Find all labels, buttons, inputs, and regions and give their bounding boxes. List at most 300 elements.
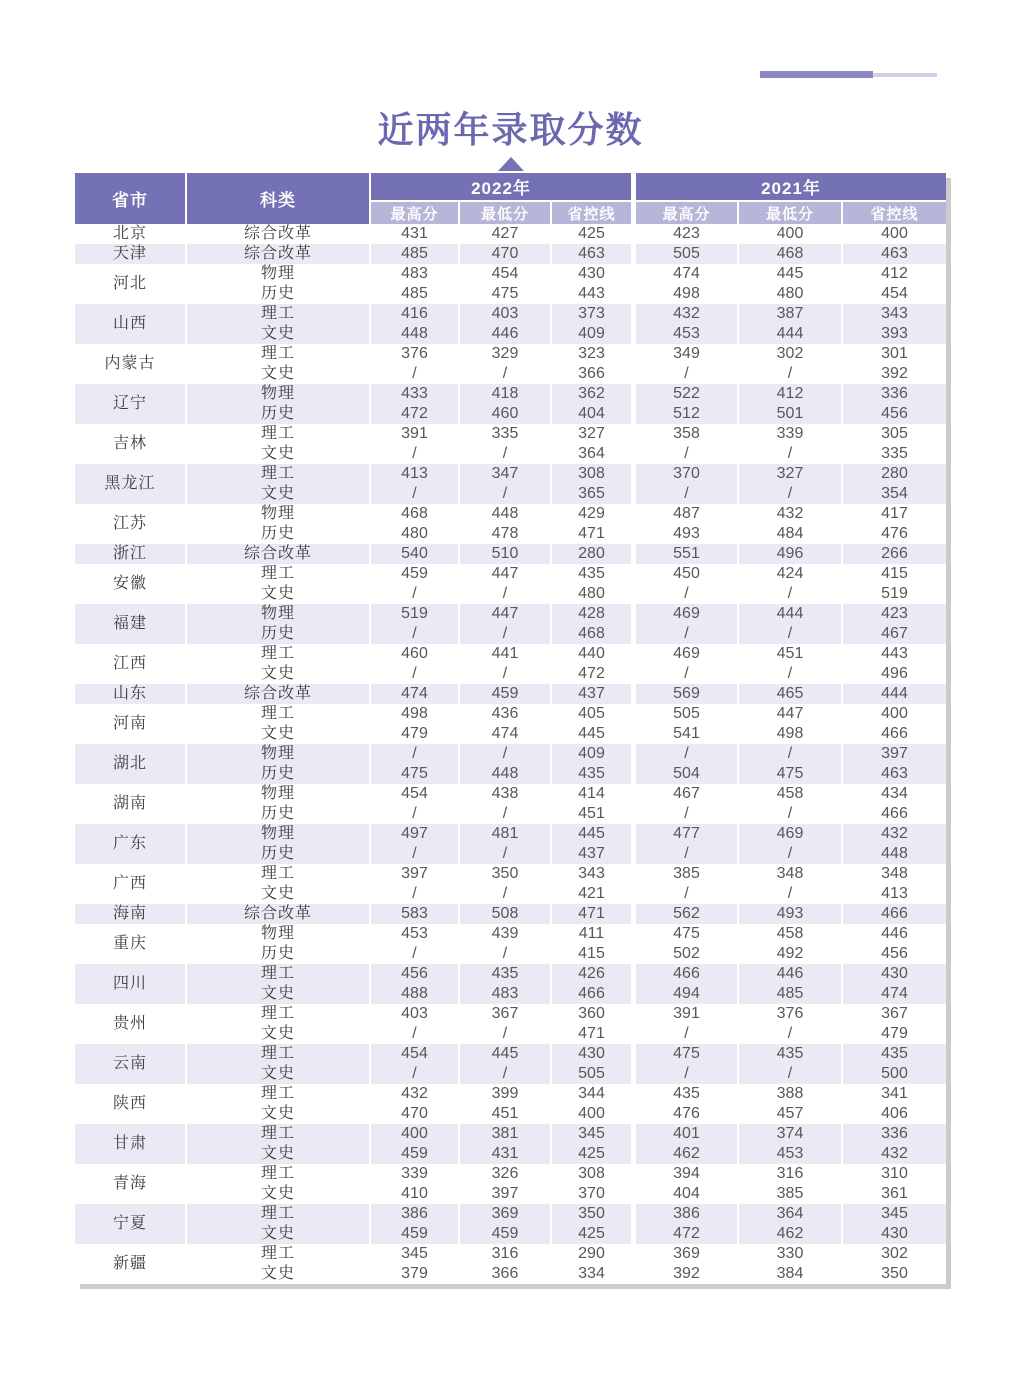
cell-2021-min: 444 bbox=[739, 604, 843, 624]
cell-2021-min: 444 bbox=[739, 324, 843, 344]
scores-table bbox=[75, 173, 946, 1284]
table-row bbox=[75, 824, 946, 844]
cell-2021-min: 496 bbox=[739, 544, 843, 564]
cell-2022-max: 485 bbox=[371, 244, 460, 264]
cell-2022-max: 400 bbox=[371, 1124, 460, 1144]
cell-2021-cutoff: 400 bbox=[843, 704, 946, 724]
cell-2021-cutoff: 500 bbox=[843, 1064, 946, 1084]
cell-2022-min: 481 bbox=[460, 824, 552, 844]
table-row bbox=[75, 444, 946, 464]
cell-2021-max: 505 bbox=[636, 704, 739, 724]
cell-2021-max: 494 bbox=[636, 984, 739, 1004]
cell-2022-min: 369 bbox=[460, 1204, 552, 1224]
cell-category: 文史 bbox=[187, 324, 371, 344]
cell-2022-max: / bbox=[371, 1064, 460, 1084]
cell-2021-max: 386 bbox=[636, 1204, 739, 1224]
table-row bbox=[75, 844, 946, 864]
cell-category: 文史 bbox=[187, 1104, 371, 1124]
cell-2022-min: 448 bbox=[460, 504, 552, 524]
header-province: 省市 bbox=[75, 173, 187, 224]
cell-2022-max: 386 bbox=[371, 1204, 460, 1224]
cell-2021-min: 388 bbox=[739, 1084, 843, 1104]
cell-2021-max: 401 bbox=[636, 1124, 739, 1144]
cell-2021-max: 505 bbox=[636, 244, 739, 264]
cell-2022-max: 391 bbox=[371, 424, 460, 444]
cell-2021-min: / bbox=[739, 624, 843, 644]
cell-2022-min: 350 bbox=[460, 864, 552, 884]
cell-category: 文史 bbox=[187, 1224, 371, 1244]
cell-2022-min: 329 bbox=[460, 344, 552, 364]
header-year-2021: 2021年 bbox=[636, 173, 946, 200]
cell-2021-min: 387 bbox=[739, 304, 843, 324]
cell-2021-max: / bbox=[636, 884, 739, 904]
cell-2021-min: 501 bbox=[739, 404, 843, 424]
cell-2022-cutoff: 421 bbox=[552, 884, 636, 904]
header-2022-max: 最高分 bbox=[371, 200, 460, 224]
cell-2021-min: 458 bbox=[739, 924, 843, 944]
cell-2022-min: / bbox=[460, 664, 552, 684]
cell-2022-min: / bbox=[460, 844, 552, 864]
cell-2022-min: / bbox=[460, 744, 552, 764]
cell-2022-max: 468 bbox=[371, 504, 460, 524]
cell-2022-min: / bbox=[460, 804, 552, 824]
cell-2022-min: 399 bbox=[460, 1084, 552, 1104]
cell-2021-max: 370 bbox=[636, 464, 739, 484]
cell-province: 江苏 bbox=[75, 504, 187, 544]
cell-2022-cutoff: 443 bbox=[552, 284, 636, 304]
cell-2021-min: / bbox=[739, 884, 843, 904]
cell-2021-cutoff: 354 bbox=[843, 484, 946, 504]
cell-category: 理工 bbox=[187, 344, 371, 364]
cell-2021-min: 462 bbox=[739, 1224, 843, 1244]
table-row bbox=[75, 424, 946, 444]
cell-2021-cutoff: 466 bbox=[843, 804, 946, 824]
table-row bbox=[75, 1164, 946, 1184]
cell-2022-min: 439 bbox=[460, 924, 552, 944]
cell-province: 甘肃 bbox=[75, 1124, 187, 1164]
cell-2021-min: 465 bbox=[739, 684, 843, 704]
cell-2021-cutoff: 417 bbox=[843, 504, 946, 524]
cell-2022-min: 448 bbox=[460, 764, 552, 784]
cell-2021-min: 364 bbox=[739, 1204, 843, 1224]
cell-2021-max: 392 bbox=[636, 1264, 739, 1284]
cell-category: 理工 bbox=[187, 564, 371, 584]
cell-2021-max: 450 bbox=[636, 564, 739, 584]
cell-2022-cutoff: 471 bbox=[552, 524, 636, 544]
cell-2021-cutoff: 432 bbox=[843, 1144, 946, 1164]
cell-2021-cutoff: 266 bbox=[843, 544, 946, 564]
cell-2021-min: 447 bbox=[739, 704, 843, 724]
cell-category: 文史 bbox=[187, 1064, 371, 1084]
cell-2022-cutoff: 308 bbox=[552, 1164, 636, 1184]
cell-2022-cutoff: 471 bbox=[552, 904, 636, 924]
table-row bbox=[75, 284, 946, 304]
cell-2022-max: / bbox=[371, 584, 460, 604]
table-row bbox=[75, 584, 946, 604]
cell-2021-max: 493 bbox=[636, 524, 739, 544]
cell-2021-cutoff: 454 bbox=[843, 284, 946, 304]
cell-2022-min: 381 bbox=[460, 1124, 552, 1144]
cell-2021-cutoff: 519 bbox=[843, 584, 946, 604]
cell-2022-cutoff: 440 bbox=[552, 644, 636, 664]
cell-2021-cutoff: 280 bbox=[843, 464, 946, 484]
cell-2021-cutoff: 341 bbox=[843, 1084, 946, 1104]
cell-2022-min: 459 bbox=[460, 1224, 552, 1244]
table-row bbox=[75, 564, 946, 584]
cell-2022-max: 459 bbox=[371, 564, 460, 584]
cell-2022-max: / bbox=[371, 364, 460, 384]
cell-2022-cutoff: 308 bbox=[552, 464, 636, 484]
table-row bbox=[75, 884, 946, 904]
cell-2022-max: 413 bbox=[371, 464, 460, 484]
cell-province: 陕西 bbox=[75, 1084, 187, 1124]
cell-province: 宁夏 bbox=[75, 1204, 187, 1244]
header-category: 科类 bbox=[187, 173, 371, 224]
cell-category: 文史 bbox=[187, 1024, 371, 1044]
cell-2022-min: 418 bbox=[460, 384, 552, 404]
cell-2022-min: 447 bbox=[460, 564, 552, 584]
table-row bbox=[75, 384, 946, 404]
table-row bbox=[75, 1204, 946, 1224]
cell-2021-min: / bbox=[739, 364, 843, 384]
cell-category: 文史 bbox=[187, 1184, 371, 1204]
cell-2021-cutoff: 423 bbox=[843, 604, 946, 624]
cell-province: 山东 bbox=[75, 684, 187, 704]
cell-2022-cutoff: 404 bbox=[552, 404, 636, 424]
cell-2021-max: 435 bbox=[636, 1084, 739, 1104]
cell-2021-cutoff: 335 bbox=[843, 444, 946, 464]
cell-2021-min: 498 bbox=[739, 724, 843, 744]
table-row bbox=[75, 244, 946, 264]
cell-2021-cutoff: 463 bbox=[843, 764, 946, 784]
table-row bbox=[75, 984, 946, 1004]
cell-2022-max: 403 bbox=[371, 1004, 460, 1024]
cell-2022-min: 510 bbox=[460, 544, 552, 564]
cell-2021-min: / bbox=[739, 484, 843, 504]
cell-2022-min: 441 bbox=[460, 644, 552, 664]
cell-2021-cutoff: 496 bbox=[843, 664, 946, 684]
cell-category: 历史 bbox=[187, 624, 371, 644]
cell-2021-max: / bbox=[636, 744, 739, 764]
cell-2021-cutoff: 456 bbox=[843, 404, 946, 424]
cell-2022-cutoff: 425 bbox=[552, 224, 636, 244]
cell-2022-min: 436 bbox=[460, 704, 552, 724]
cell-2021-cutoff: 435 bbox=[843, 1044, 946, 1064]
cell-2022-max: 488 bbox=[371, 984, 460, 1004]
table-row bbox=[75, 224, 946, 244]
cell-2021-cutoff: 443 bbox=[843, 644, 946, 664]
cell-category: 文史 bbox=[187, 364, 371, 384]
table-row bbox=[75, 484, 946, 504]
table-row bbox=[75, 1184, 946, 1204]
cell-2021-min: 475 bbox=[739, 764, 843, 784]
cell-2022-cutoff: 362 bbox=[552, 384, 636, 404]
cell-2022-max: 379 bbox=[371, 1264, 460, 1284]
cell-2022-cutoff: 366 bbox=[552, 364, 636, 384]
cell-2021-max: 498 bbox=[636, 284, 739, 304]
cell-2022-max: / bbox=[371, 484, 460, 504]
cell-2022-max: 431 bbox=[371, 224, 460, 244]
cell-2021-min: 468 bbox=[739, 244, 843, 264]
table-row bbox=[75, 964, 946, 984]
cell-2021-cutoff: 432 bbox=[843, 824, 946, 844]
cell-2022-min: 347 bbox=[460, 464, 552, 484]
table-row bbox=[75, 1144, 946, 1164]
cell-2022-cutoff: 327 bbox=[552, 424, 636, 444]
cell-2022-max: 459 bbox=[371, 1224, 460, 1244]
cell-2021-min: / bbox=[739, 1024, 843, 1044]
table-row bbox=[75, 624, 946, 644]
cell-2021-max: 475 bbox=[636, 924, 739, 944]
cell-2022-min: 454 bbox=[460, 264, 552, 284]
cell-2022-cutoff: 350 bbox=[552, 1204, 636, 1224]
cell-2022-cutoff: 360 bbox=[552, 1004, 636, 1024]
cell-2021-cutoff: 310 bbox=[843, 1164, 946, 1184]
cell-2022-max: / bbox=[371, 624, 460, 644]
cell-2021-min: 339 bbox=[739, 424, 843, 444]
table-row bbox=[75, 1064, 946, 1084]
cell-province: 新疆 bbox=[75, 1244, 187, 1284]
cell-2022-cutoff: 364 bbox=[552, 444, 636, 464]
cell-2021-max: / bbox=[636, 804, 739, 824]
cell-2021-cutoff: 367 bbox=[843, 1004, 946, 1024]
cell-2021-max: / bbox=[636, 664, 739, 684]
cell-category: 综合改革 bbox=[187, 904, 371, 924]
cell-2022-min: 447 bbox=[460, 604, 552, 624]
cell-category: 文史 bbox=[187, 1264, 371, 1284]
cell-category: 文史 bbox=[187, 724, 371, 744]
cell-2022-max: 416 bbox=[371, 304, 460, 324]
cell-2021-min: 400 bbox=[739, 224, 843, 244]
cell-2021-max: 474 bbox=[636, 264, 739, 284]
cell-2022-cutoff: 425 bbox=[552, 1224, 636, 1244]
table-row bbox=[75, 784, 946, 804]
cell-2022-cutoff: 411 bbox=[552, 924, 636, 944]
table-body bbox=[75, 224, 946, 1284]
table-row bbox=[75, 1044, 946, 1064]
table-row bbox=[75, 744, 946, 764]
cell-2021-min: 385 bbox=[739, 1184, 843, 1204]
cell-2022-cutoff: 343 bbox=[552, 864, 636, 884]
cell-2021-max: 475 bbox=[636, 1044, 739, 1064]
cell-2022-cutoff: 466 bbox=[552, 984, 636, 1004]
cell-2021-cutoff: 336 bbox=[843, 1124, 946, 1144]
table-row bbox=[75, 804, 946, 824]
cell-category: 物理 bbox=[187, 384, 371, 404]
cell-2022-max: 432 bbox=[371, 1084, 460, 1104]
cell-2021-max: / bbox=[636, 1064, 739, 1084]
cell-2021-cutoff: 463 bbox=[843, 244, 946, 264]
cell-2022-min: / bbox=[460, 884, 552, 904]
table-row bbox=[75, 1224, 946, 1244]
cell-2021-cutoff: 474 bbox=[843, 984, 946, 1004]
cell-2022-cutoff: 344 bbox=[552, 1084, 636, 1104]
cell-2021-max: / bbox=[636, 1024, 739, 1044]
cell-2021-min: / bbox=[739, 664, 843, 684]
cell-category: 综合改革 bbox=[187, 244, 371, 264]
cell-province: 辽宁 bbox=[75, 384, 187, 424]
cell-2022-max: 483 bbox=[371, 264, 460, 284]
cell-2022-cutoff: 290 bbox=[552, 1244, 636, 1264]
cell-2022-min: 508 bbox=[460, 904, 552, 924]
cell-2021-cutoff: 430 bbox=[843, 964, 946, 984]
cell-2022-min: 326 bbox=[460, 1164, 552, 1184]
cell-2022-min: 470 bbox=[460, 244, 552, 264]
cell-2021-max: 541 bbox=[636, 724, 739, 744]
cell-2022-max: / bbox=[371, 884, 460, 904]
cell-2022-min: 366 bbox=[460, 1264, 552, 1284]
cell-2022-min: / bbox=[460, 484, 552, 504]
cell-2021-min: 451 bbox=[739, 644, 843, 664]
header-2022-min: 最低分 bbox=[460, 200, 552, 224]
cell-province: 浙江 bbox=[75, 544, 187, 564]
table-row bbox=[75, 304, 946, 324]
cell-2021-cutoff: 448 bbox=[843, 844, 946, 864]
table-row bbox=[75, 664, 946, 684]
cell-2021-max: 349 bbox=[636, 344, 739, 364]
cell-2022-max: 497 bbox=[371, 824, 460, 844]
cell-2022-cutoff: 414 bbox=[552, 784, 636, 804]
cell-category: 物理 bbox=[187, 784, 371, 804]
cell-2022-min: 435 bbox=[460, 964, 552, 984]
cell-2022-max: 519 bbox=[371, 604, 460, 624]
cell-2022-min: / bbox=[460, 624, 552, 644]
cell-category: 历史 bbox=[187, 284, 371, 304]
cell-2021-cutoff: 400 bbox=[843, 224, 946, 244]
cell-province: 吉林 bbox=[75, 424, 187, 464]
cell-2021-max: / bbox=[636, 624, 739, 644]
cell-2021-cutoff: 392 bbox=[843, 364, 946, 384]
cell-category: 综合改革 bbox=[187, 684, 371, 704]
cell-2021-max: / bbox=[636, 844, 739, 864]
cell-2022-cutoff: 409 bbox=[552, 324, 636, 344]
cell-2022-max: 460 bbox=[371, 644, 460, 664]
cell-2021-max: / bbox=[636, 584, 739, 604]
cell-2022-max: 485 bbox=[371, 284, 460, 304]
cell-2021-max: / bbox=[636, 444, 739, 464]
triangle-up-icon bbox=[498, 157, 524, 171]
cell-2022-min: 459 bbox=[460, 684, 552, 704]
cell-category: 物理 bbox=[187, 264, 371, 284]
cell-2022-max: 410 bbox=[371, 1184, 460, 1204]
cell-2022-cutoff: 445 bbox=[552, 824, 636, 844]
cell-2021-max: 469 bbox=[636, 604, 739, 624]
cell-2022-min: 451 bbox=[460, 1104, 552, 1124]
header-2021-max: 最高分 bbox=[636, 200, 739, 224]
cell-2021-min: 446 bbox=[739, 964, 843, 984]
cell-2021-max: 394 bbox=[636, 1164, 739, 1184]
cell-2021-min: 469 bbox=[739, 824, 843, 844]
cell-2022-min: 431 bbox=[460, 1144, 552, 1164]
cell-2021-cutoff: 397 bbox=[843, 744, 946, 764]
cell-province: 青海 bbox=[75, 1164, 187, 1204]
cell-2022-max: 498 bbox=[371, 704, 460, 724]
table-header bbox=[75, 173, 946, 224]
cell-2021-max: 385 bbox=[636, 864, 739, 884]
cell-2021-max: 512 bbox=[636, 404, 739, 424]
cell-2021-max: 569 bbox=[636, 684, 739, 704]
cell-category: 文史 bbox=[187, 1144, 371, 1164]
table-row bbox=[75, 604, 946, 624]
cell-2022-max: / bbox=[371, 844, 460, 864]
cell-2021-max: 432 bbox=[636, 304, 739, 324]
cell-2021-max: / bbox=[636, 484, 739, 504]
table-row bbox=[75, 504, 946, 524]
cell-2021-max: 472 bbox=[636, 1224, 739, 1244]
cell-2022-min: / bbox=[460, 1064, 552, 1084]
cell-2022-max: 459 bbox=[371, 1144, 460, 1164]
cell-2021-max: 522 bbox=[636, 384, 739, 404]
table-row bbox=[75, 1004, 946, 1024]
cell-category: 文史 bbox=[187, 884, 371, 904]
cell-category: 文史 bbox=[187, 984, 371, 1004]
cell-2021-cutoff: 444 bbox=[843, 684, 946, 704]
cell-2021-min: 484 bbox=[739, 524, 843, 544]
table-row bbox=[75, 404, 946, 424]
cell-2022-min: 445 bbox=[460, 1044, 552, 1064]
cell-2021-min: / bbox=[739, 444, 843, 464]
cell-province: 贵州 bbox=[75, 1004, 187, 1044]
table-row bbox=[75, 924, 946, 944]
cell-2022-cutoff: 373 bbox=[552, 304, 636, 324]
cell-2022-max: 339 bbox=[371, 1164, 460, 1184]
cell-category: 物理 bbox=[187, 744, 371, 764]
table-row bbox=[75, 344, 946, 364]
cell-2022-min: 446 bbox=[460, 324, 552, 344]
cell-2021-max: / bbox=[636, 364, 739, 384]
cell-category: 理工 bbox=[187, 864, 371, 884]
table-row bbox=[75, 704, 946, 724]
cell-2021-max: 369 bbox=[636, 1244, 739, 1264]
cell-2022-min: 438 bbox=[460, 784, 552, 804]
table-row bbox=[75, 524, 946, 544]
table-row bbox=[75, 904, 946, 924]
cell-category: 理工 bbox=[187, 644, 371, 664]
header-2021-min: 最低分 bbox=[739, 200, 843, 224]
cell-2021-cutoff: 302 bbox=[843, 1244, 946, 1264]
cell-2022-max: 433 bbox=[371, 384, 460, 404]
cell-2021-max: 404 bbox=[636, 1184, 739, 1204]
cell-category: 理工 bbox=[187, 1204, 371, 1224]
cell-category: 理工 bbox=[187, 1124, 371, 1144]
cell-2021-min: / bbox=[739, 1064, 843, 1084]
cell-2022-max: 454 bbox=[371, 1044, 460, 1064]
cell-2022-cutoff: 400 bbox=[552, 1104, 636, 1124]
cell-2021-cutoff: 361 bbox=[843, 1184, 946, 1204]
cell-2021-min: 348 bbox=[739, 864, 843, 884]
cell-2022-cutoff: 405 bbox=[552, 704, 636, 724]
cell-2022-cutoff: 505 bbox=[552, 1064, 636, 1084]
cell-category: 历史 bbox=[187, 804, 371, 824]
cell-2021-cutoff: 415 bbox=[843, 564, 946, 584]
cell-category: 综合改革 bbox=[187, 544, 371, 564]
cell-2021-max: 504 bbox=[636, 764, 739, 784]
cell-province: 北京 bbox=[75, 224, 187, 244]
cell-2022-max: / bbox=[371, 944, 460, 964]
cell-category: 理工 bbox=[187, 1244, 371, 1264]
cell-category: 文史 bbox=[187, 484, 371, 504]
cell-2022-cutoff: 345 bbox=[552, 1124, 636, 1144]
table-row bbox=[75, 944, 946, 964]
cell-province: 福建 bbox=[75, 604, 187, 644]
cell-2021-cutoff: 466 bbox=[843, 904, 946, 924]
cell-2022-min: 397 bbox=[460, 1184, 552, 1204]
cell-2022-cutoff: 334 bbox=[552, 1264, 636, 1284]
cell-2022-max: 480 bbox=[371, 524, 460, 544]
cell-2022-cutoff: 429 bbox=[552, 504, 636, 524]
cell-2022-cutoff: 435 bbox=[552, 564, 636, 584]
cell-2021-cutoff: 476 bbox=[843, 524, 946, 544]
